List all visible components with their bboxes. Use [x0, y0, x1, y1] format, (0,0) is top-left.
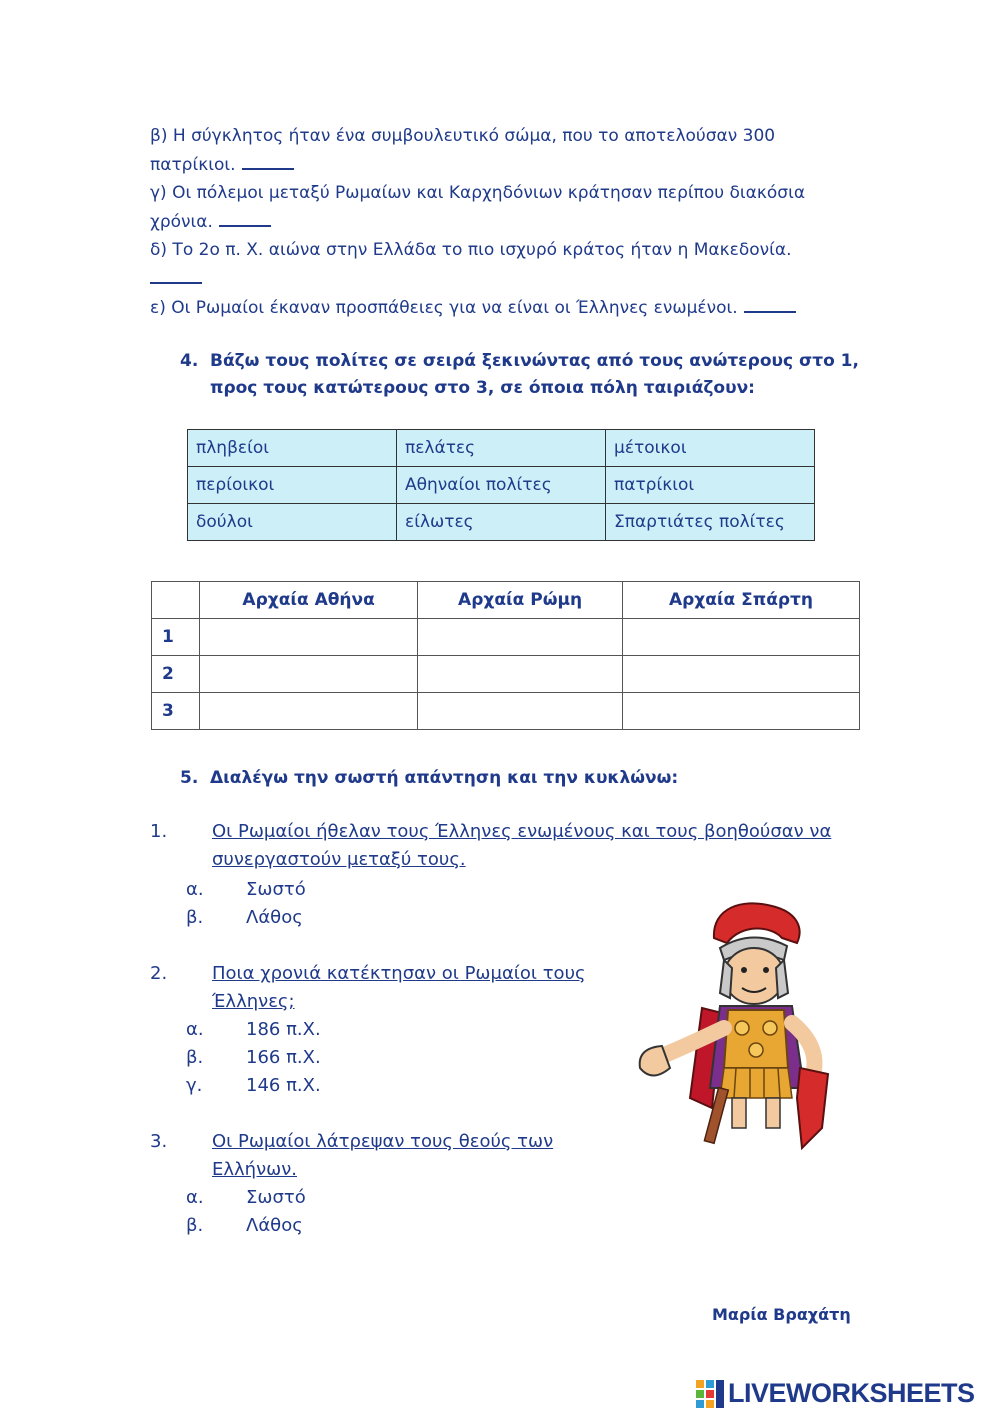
drop-cell-rome-1[interactable]: [418, 619, 623, 656]
q4-line2: προς τους κατώτερους στο 3, σε όποια πόλη ταιριάζουν:: [210, 378, 755, 398]
q5-number: 5.: [180, 768, 199, 788]
word-row: [188, 430, 815, 467]
table-row: [152, 619, 860, 656]
q4-number: 4.: [180, 351, 199, 371]
roman-soldier-illustration: [632, 898, 832, 1168]
table-row: [152, 693, 860, 730]
option-letter: α.: [186, 1187, 204, 1208]
mc-question-text-line2: Έλληνες;: [212, 991, 295, 1012]
table-header-row: [152, 582, 860, 619]
cities-ranking-table: [151, 581, 860, 730]
option-text: Σωστό: [246, 879, 306, 900]
option-text: Λάθος: [246, 907, 303, 928]
answer-blank-d[interactable]: [150, 264, 202, 284]
statement-b-line2: [150, 150, 294, 179]
drop-cell-sparta-2[interactable]: [622, 656, 859, 693]
drop-cell-athens-3[interactable]: [200, 693, 418, 730]
statement-d-line1: δ) Το 2ο π. Χ. αιώνα στην Ελλάδα το πιο ισχυρό κράτος ήταν η Μακεδονία.: [150, 240, 792, 260]
row-number: 3: [152, 693, 200, 730]
option-text: 146 π.Χ.: [246, 1075, 321, 1096]
word-item[interactable]: πληβείοι: [188, 430, 397, 467]
drop-cell-athens-2[interactable]: [200, 656, 418, 693]
author-name: Μαρία Βραχάτη: [712, 1305, 851, 1324]
statement-c-text: χρόνια.: [150, 212, 213, 232]
option-letter: β.: [186, 1047, 204, 1068]
q4-line1: Βάζω τους πολίτες σε σειρά ξεκινώντας από τους ανώτερους στο 1,: [210, 351, 859, 371]
header-rome: Αρχαία Ρώμη: [418, 582, 623, 619]
word-item[interactable]: πατρίκιοι: [606, 467, 815, 504]
word-item[interactable]: Αθηναίοι πολίτες: [397, 467, 606, 504]
option-letter: α.: [186, 1019, 204, 1040]
mc-question-number: 1.: [150, 821, 168, 842]
option-letter: β.: [186, 1215, 204, 1236]
row-number: 1: [152, 619, 200, 656]
mc-question-text-line2: Ελλήνων.: [212, 1159, 297, 1180]
header-athens: Αρχαία Αθήνα: [200, 582, 418, 619]
drop-cell-rome-2[interactable]: [418, 656, 623, 693]
table-row: [152, 656, 860, 693]
statement-d-line2: [150, 264, 202, 293]
option-text: 186 π.Χ.: [246, 1019, 321, 1040]
mc-question-number: 2.: [150, 963, 168, 984]
option-text: Λάθος: [246, 1215, 303, 1236]
header-sparta: Αρχαία Σπάρτη: [622, 582, 859, 619]
word-item[interactable]: μέτοικοι: [606, 430, 815, 467]
statement-e-text: ε) Οι Ρωμαίοι έκαναν προσπάθειες για να είναι οι Έλληνες ενωμένοι.: [150, 298, 738, 318]
q4-heading: [180, 348, 859, 402]
statement-c-line2: [150, 207, 271, 236]
option-letter: γ.: [186, 1075, 203, 1096]
q5-title: Διαλέγω την σωστή απάντηση και την κυκλώνω:: [210, 768, 679, 788]
mc-question-text-line1: Ποια χρονιά κατέκτησαν οι Ρωμαίοι τους: [212, 963, 586, 984]
drop-cell-athens-1[interactable]: [200, 619, 418, 656]
statement-e-line: [150, 293, 796, 322]
drop-cell-sparta-3[interactable]: [622, 693, 859, 730]
word-item[interactable]: περίοικοι: [188, 467, 397, 504]
word-row: [188, 467, 815, 504]
mc-question-text-line1: Οι Ρωμαίοι ήθελαν τους Έλληνες ενωμένους και τους βοηθούσαν να: [212, 821, 832, 842]
option-letter: α.: [186, 879, 204, 900]
statement-b-text: πατρίκιοι.: [150, 155, 236, 175]
word-item[interactable]: δούλοι: [188, 504, 397, 541]
mc-question-text-line1: Οι Ρωμαίοι λάτρεψαν τους θεούς των: [212, 1131, 554, 1152]
word-item[interactable]: Σπαρτιάτες πολίτες: [606, 504, 815, 541]
q5-heading: [180, 765, 678, 792]
liveworksheets-logo-icon: [696, 1380, 724, 1408]
drop-cell-rome-3[interactable]: [418, 693, 623, 730]
mc-question-text-line2: συνεργαστούν μεταξύ τους.: [212, 849, 466, 870]
word-bank-table: [187, 429, 815, 541]
answer-blank-c[interactable]: [219, 207, 271, 227]
word-row: [188, 504, 815, 541]
logo-text: LIVEWORKSHEETS: [728, 1378, 975, 1408]
option-text: 166 π.Χ.: [246, 1047, 321, 1068]
option-letter: β.: [186, 907, 204, 928]
word-item[interactable]: είλωτες: [397, 504, 606, 541]
word-item[interactable]: πελάτες: [397, 430, 606, 467]
corner-cell: [152, 582, 200, 619]
drop-cell-sparta-1[interactable]: [622, 619, 859, 656]
statement-b-line1: β) Η σύγκλητος ήταν ένα συμβουλευτικό σώμα, που το αποτελούσαν 300: [150, 126, 776, 146]
row-number: 2: [152, 656, 200, 693]
answer-blank-e[interactable]: [744, 293, 796, 313]
answer-blank-b[interactable]: [242, 150, 294, 170]
statement-c-line1: γ) Οι πόλεμοι μεταξύ Ρωμαίων και Καρχηδόνιων κράτησαν περίπου διακόσια: [150, 183, 806, 203]
mc-question-number: 3.: [150, 1131, 168, 1152]
option-text: Σωστό: [246, 1187, 306, 1208]
